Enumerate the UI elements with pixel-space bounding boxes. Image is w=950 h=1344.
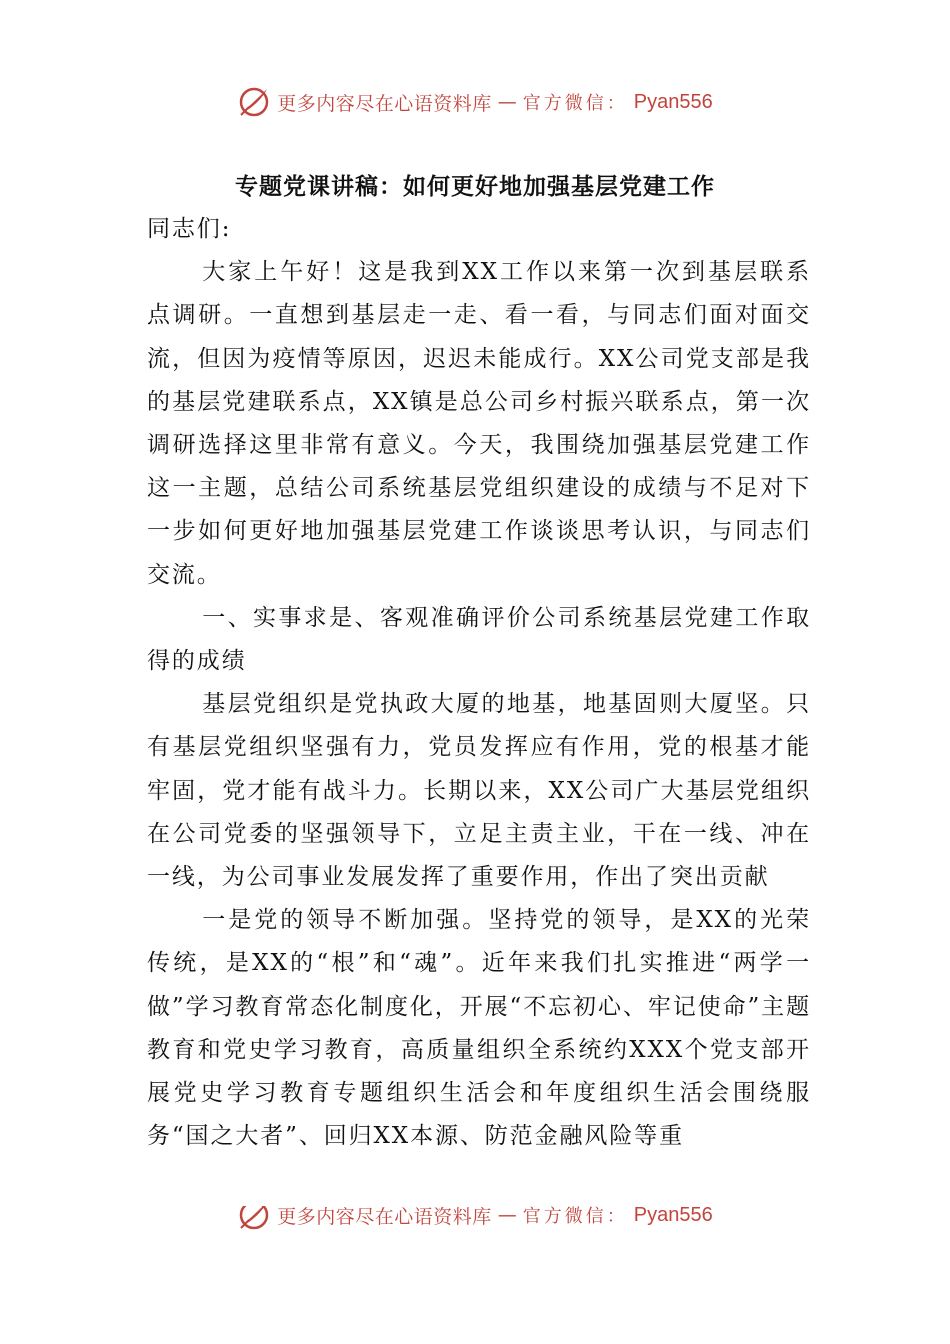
footer-watermark-banner bbox=[0, 1206, 950, 1236]
footer-slogan: 更多内容尽在心语资料库 bbox=[277, 1206, 492, 1228]
header-separator: — bbox=[497, 91, 517, 113]
document-title: 专题党课讲稿：如何更好地加强基层党建工作 bbox=[235, 174, 715, 200]
header-wechat-label: 官方微信： bbox=[522, 93, 628, 114]
header-slogan: 更多内容尽在心语资料库 bbox=[277, 92, 492, 115]
paragraph-opening: 大家上午好！这是我到XX工作以来第一次到基层联系点调研。一直想到基层走一走、看一看，与同志们面对面交流，但因为疫情等原因，迟迟未能成行。XX公司党支部是我的基层党建联系点，XX镇是总公司乡村振兴联系点，第一次调研选择这里非常有意义。今天，我围绕加强基层党建工作这一主题，总结公司系统基层党组织建设的成绩与不足对下一步如何更好地加强基层党建工作谈谈思考认识，与同志们交流。 bbox=[147, 259, 811, 588]
section-heading-1: 一、实事求是、客观准确评价公司系统基层党建工作取得的成绩 bbox=[147, 604, 811, 675]
paragraph-foundation: 基层党组织是党执政大厦的地基，地基固则大厦坚。只有基层党组织坚强有力，党员发挥应有作用，党的根基才能牢固，党才能有战斗力。长期以来，XX公司广大基层党组织在公司党委的坚强领导下，立足主责主业，干在一线、冲在一线，为公司事业发展发挥了重要作用，作出了突出贡献 bbox=[147, 691, 811, 891]
paragraph-party-leadership: 一是党的领导不断加强。坚持党的领导，是XX的光荣传统，是XX的“根”和“魂”。近年来我们扎实推进“两学一做”学习教育常态化制度化，开展“不忘初心、牢记使命”主题教育和党史学习教育，高质量组织全系统约XXX个党支部开展党史学习教育专题组织生活会和年度组织生活会围绕服务“国之大者”、回归XX本源、防范金融风险等重 bbox=[147, 907, 811, 1150]
quill-pen-logo-icon bbox=[237, 1206, 271, 1232]
footer-wechat-id: Pyan556 bbox=[633, 1206, 713, 1226]
quill-pen-logo-icon bbox=[237, 85, 271, 119]
footer-wechat-label: 官方微信： bbox=[522, 1206, 628, 1227]
header-wechat-id: Pyan556 bbox=[633, 90, 713, 113]
header-watermark-banner bbox=[0, 82, 950, 122]
salutation: 同志们: bbox=[147, 216, 232, 242]
document-body bbox=[147, 208, 811, 1158]
footer-separator: — bbox=[497, 1206, 517, 1226]
